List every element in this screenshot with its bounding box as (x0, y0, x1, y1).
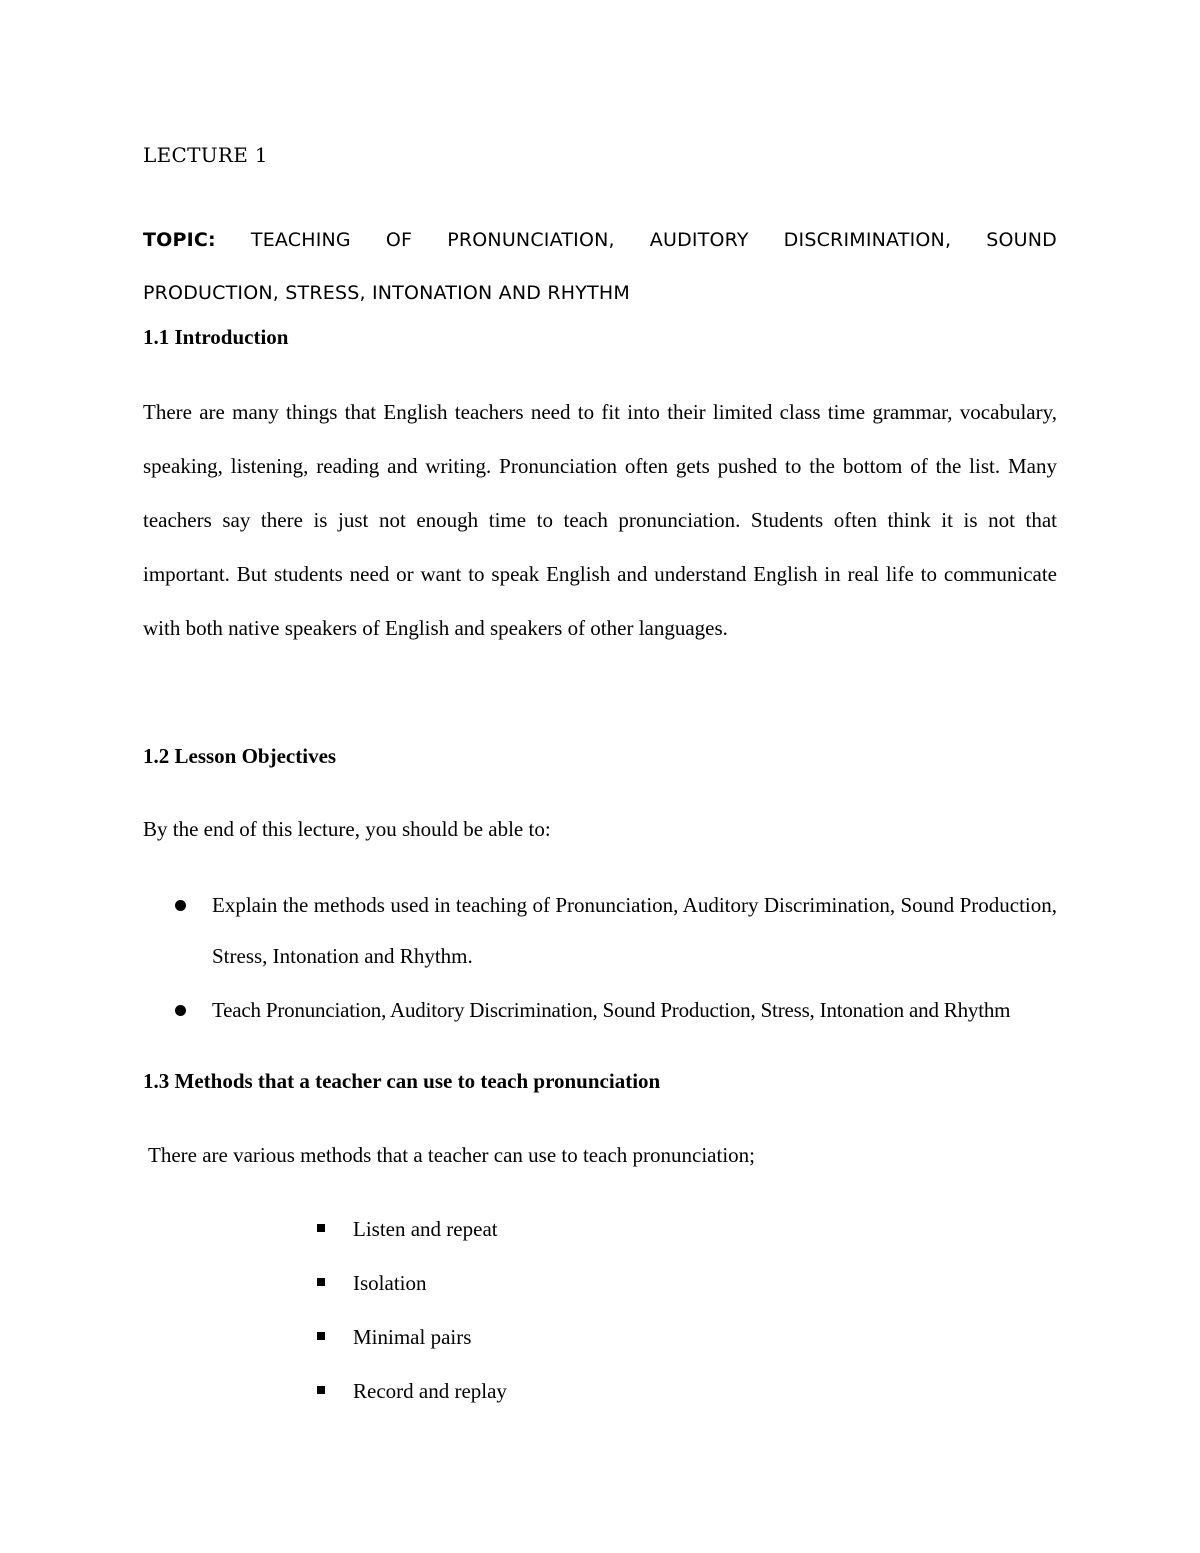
section-heading-methods: 1.3 Methods that a teacher can use to teach pronunciation (143, 1069, 661, 1093)
list-item (314, 1256, 507, 1310)
list-item (143, 985, 1057, 1036)
topic-text-line-1: TEACHING OF PRONUNCIATION, AUDITORY DISCRIMINATION, SOUND (250, 229, 1057, 251)
square-bullet-icon (317, 1386, 325, 1394)
square-bullet-icon (317, 1224, 325, 1232)
section-heading-introduction: 1.1 Introduction (143, 325, 289, 349)
list-item (314, 1310, 507, 1364)
square-bullet-icon (317, 1332, 325, 1340)
list-item (314, 1202, 507, 1256)
bullet-icon (175, 900, 186, 911)
objective-text: Teach Pronunciation, Auditory Discrimination, Sound Production, Stress, Intonation and Rhythm (212, 998, 1011, 1022)
list-item (314, 1364, 507, 1418)
objective-text: Explain the methods used in teaching of Pronunciation, Auditory Discrimination, Sound Production, Stress, Intonation and Rhythm. (212, 893, 1057, 968)
topic-line-1 (143, 214, 1057, 267)
section-heading-lesson-objectives: 1.2 Lesson Objectives (143, 744, 337, 768)
objectives-list (143, 880, 1057, 1036)
method-text: Isolation (353, 1271, 427, 1295)
method-text: Listen and repeat (353, 1217, 498, 1241)
topic-block (143, 214, 1057, 320)
list-item (143, 880, 1057, 982)
introduction-paragraph: There are many things that English teachers need to fit into their limited class time grammar, vocabulary, speaking, listening, reading and writing. Pronunciation often gets pushed to the bottom of the list. Many teachers say there is just not enough time to teach pronunciation. Students often think it is not that important. But students need or want to speak English and understand English in real life to communicate with both native speakers of English and speakers of other languages. (143, 400, 1057, 640)
objectives-intro: By the end of this lecture, you should be able to: (143, 817, 551, 841)
topic-text-line-2: PRODUCTION, STRESS, INTONATION AND RHYTHM (143, 282, 630, 304)
method-text: Record and replay (353, 1379, 507, 1403)
method-text: Minimal pairs (353, 1325, 472, 1349)
lecture-title: LECTURE 1 (143, 143, 268, 167)
methods-list (314, 1202, 507, 1418)
square-bullet-icon (317, 1278, 325, 1286)
topic-label: TOPIC: (143, 229, 216, 251)
bullet-icon (175, 1005, 186, 1016)
methods-intro: There are various methods that a teacher can use to teach pronunciation; (148, 1143, 755, 1167)
